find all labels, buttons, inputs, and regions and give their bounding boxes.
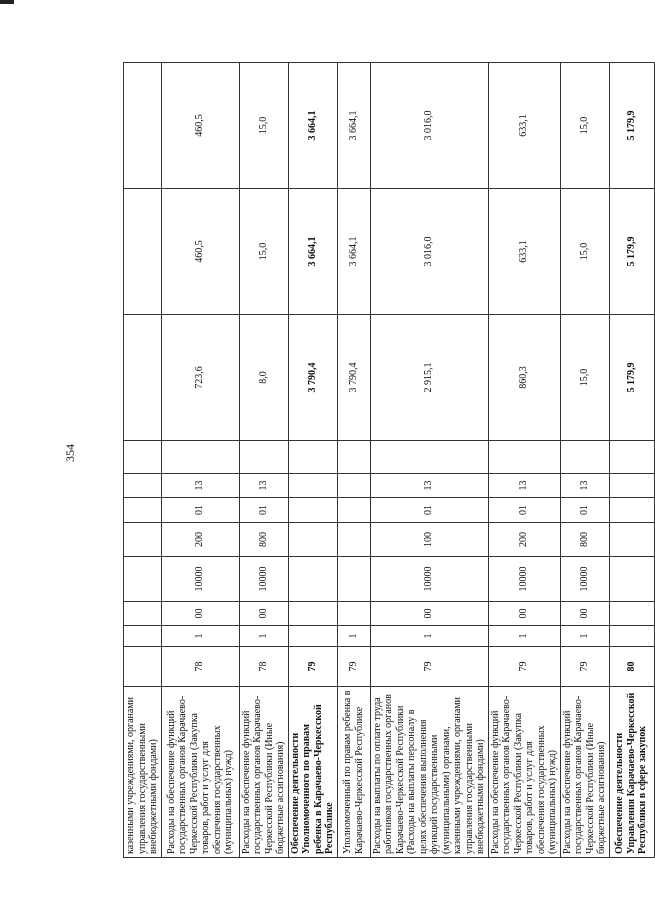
row-p4: 800: [560, 523, 609, 557]
row-sum-1: 15,0: [560, 315, 609, 441]
row-p5: 01: [161, 498, 239, 523]
row-p5: [609, 498, 654, 523]
row-code: 80: [609, 647, 654, 687]
row-p2: [609, 602, 654, 626]
row-p2: 00: [488, 602, 560, 626]
row-p3: [288, 557, 337, 602]
row-sum-1: 8,0: [239, 315, 288, 441]
row-code: [124, 647, 162, 687]
rotated-table-wrapper: [123, 63, 649, 858]
table-row: [370, 63, 488, 858]
row-p6: 13: [161, 474, 239, 498]
row-code: 79: [288, 647, 337, 687]
row-p1: 1: [560, 626, 609, 647]
table-row: [609, 63, 654, 858]
row-sum-2: 460,5: [161, 189, 239, 315]
row-name: Расходы на выплаты по оплате труда работников государственных органов Карачаево-Черкесской Республики (Расходы на выплаты персоналу в целях обеспечения выполнения функций государственными (муниципальными) органами, казенными учреждениями, органами управления государственными внебюджетными фондами): [370, 687, 488, 858]
row-sum-2: 3 664,1: [288, 189, 337, 315]
row-p7: [609, 441, 654, 474]
row-p7: [161, 441, 239, 474]
row-p7: [337, 441, 370, 474]
table-row: [288, 63, 337, 858]
row-p5: 01: [488, 498, 560, 523]
row-name: Расходы на обеспечение функций государственных органов Карачаево-Черкесской Республики (Закупка товаров, работ и услуг для обеспечения государственных (муниципальных) нужд): [488, 687, 560, 858]
scan-corner-mark: [0, 0, 14, 4]
row-sum-1: 5 179,9: [609, 315, 654, 441]
row-p1: [609, 626, 654, 647]
budget-table: [123, 62, 655, 858]
table-row: [161, 63, 239, 858]
row-code: 79: [370, 647, 488, 687]
row-p2: [124, 602, 162, 626]
row-sum-3: 15,0: [560, 63, 609, 189]
row-sum-1: [124, 315, 162, 441]
row-sum-2: 15,0: [560, 189, 609, 315]
row-code: 79: [560, 647, 609, 687]
row-p7: [560, 441, 609, 474]
table-row: [124, 63, 162, 858]
row-sum-3: 3 016,0: [370, 63, 488, 189]
row-code: 78: [161, 647, 239, 687]
row-p3: [337, 557, 370, 602]
row-name: казенными учреждениями, органами управления государственными внебюджетными фондами): [124, 687, 162, 858]
row-sum-1: 860,3: [488, 315, 560, 441]
row-name: Расходы на обеспечение функций государственных органов Карачаево-Черкесской Республики (Иные бюджетные ассигнования): [239, 687, 288, 858]
row-name: Расходы на обеспечение функций государственных органов Карачаево-Черкесской Республики (Иные бюджетные ассигнования): [560, 687, 609, 858]
row-p6: [124, 474, 162, 498]
row-p3: 10000: [488, 557, 560, 602]
row-sum-2: [124, 189, 162, 315]
row-p7: [288, 441, 337, 474]
row-sum-3: 3 664,1: [288, 63, 337, 189]
row-p4: 200: [161, 523, 239, 557]
row-sum-3: 633,1: [488, 63, 560, 189]
page-number: 354: [63, 444, 77, 462]
row-p1: [124, 626, 162, 647]
row-sum-3: 3 664,1: [337, 63, 370, 189]
table-row: [560, 63, 609, 858]
row-p3: 10000: [239, 557, 288, 602]
row-p3: [124, 557, 162, 602]
row-sum-3: [124, 63, 162, 189]
row-p6: [337, 474, 370, 498]
row-p2: [288, 602, 337, 626]
row-p6: 13: [239, 474, 288, 498]
row-sum-3: 5 179,9: [609, 63, 654, 189]
row-sum-3: 460,5: [161, 63, 239, 189]
row-p3: [609, 557, 654, 602]
row-p2: 00: [239, 602, 288, 626]
row-sum-3: 15,0: [239, 63, 288, 189]
row-p4: [124, 523, 162, 557]
row-p6: 13: [560, 474, 609, 498]
row-p4: [288, 523, 337, 557]
row-p6: [609, 474, 654, 498]
row-p4: [609, 523, 654, 557]
row-sum-1: 2 915,1: [370, 315, 488, 441]
row-p2: 00: [161, 602, 239, 626]
row-p2: 00: [370, 602, 488, 626]
row-p5: 01: [370, 498, 488, 523]
row-p5: [288, 498, 337, 523]
table-row: [337, 63, 370, 858]
row-p1: 1: [488, 626, 560, 647]
row-sum-2: 3 016,0: [370, 189, 488, 315]
row-name: Обеспечение деятельности Управления Карачаево-Черкесской Республики в сфере закупок: [609, 687, 654, 858]
row-name: Расходы на обеспечение функций государственных органов Карачаево-Черкесской Республики (Закупка товаров, работ и услуг для обеспечения государственных (муниципальных) нужд): [161, 687, 239, 858]
row-code: 79: [488, 647, 560, 687]
row-p1: 1: [161, 626, 239, 647]
table-row: [488, 63, 560, 858]
row-name: Уполномоченный по правам ребенка в Карачаево-Черкесской Республике: [337, 687, 370, 858]
row-sum-1: 723,6: [161, 315, 239, 441]
row-p4: [337, 523, 370, 557]
table-row: [239, 63, 288, 858]
row-p6: 13: [488, 474, 560, 498]
row-sum-2: 15,0: [239, 189, 288, 315]
row-p4: 200: [488, 523, 560, 557]
row-sum-1: 3 790,4: [288, 315, 337, 441]
row-p5: 01: [239, 498, 288, 523]
row-p1: 1: [337, 626, 370, 647]
row-p5: [337, 498, 370, 523]
row-p7: [370, 441, 488, 474]
row-p7: [488, 441, 560, 474]
row-sum-1: 3 790,4: [337, 315, 370, 441]
row-code: 78: [239, 647, 288, 687]
row-p1: 1: [370, 626, 488, 647]
row-sum-2: 3 664,1: [337, 189, 370, 315]
row-code: 79: [337, 647, 370, 687]
row-p6: [288, 474, 337, 498]
table-body: [124, 63, 655, 858]
row-name: Обеспечение деятельности Уполномоченного по правам ребенка в Карачаево-Черкесской Республике: [288, 687, 337, 858]
row-p6: 13: [370, 474, 488, 498]
row-p1: 1: [239, 626, 288, 647]
row-sum-2: 633,1: [488, 189, 560, 315]
row-p2: 00: [560, 602, 609, 626]
row-sum-2: 5 179,9: [609, 189, 654, 315]
row-p1: [288, 626, 337, 647]
row-p2: [337, 602, 370, 626]
row-p5: [124, 498, 162, 523]
row-p7: [124, 441, 162, 474]
row-p4: 800: [239, 523, 288, 557]
row-p3: 10000: [370, 557, 488, 602]
row-p3: 10000: [161, 557, 239, 602]
row-p5: 01: [560, 498, 609, 523]
row-p4: 100: [370, 523, 488, 557]
row-p7: [239, 441, 288, 474]
row-p3: 10000: [560, 557, 609, 602]
